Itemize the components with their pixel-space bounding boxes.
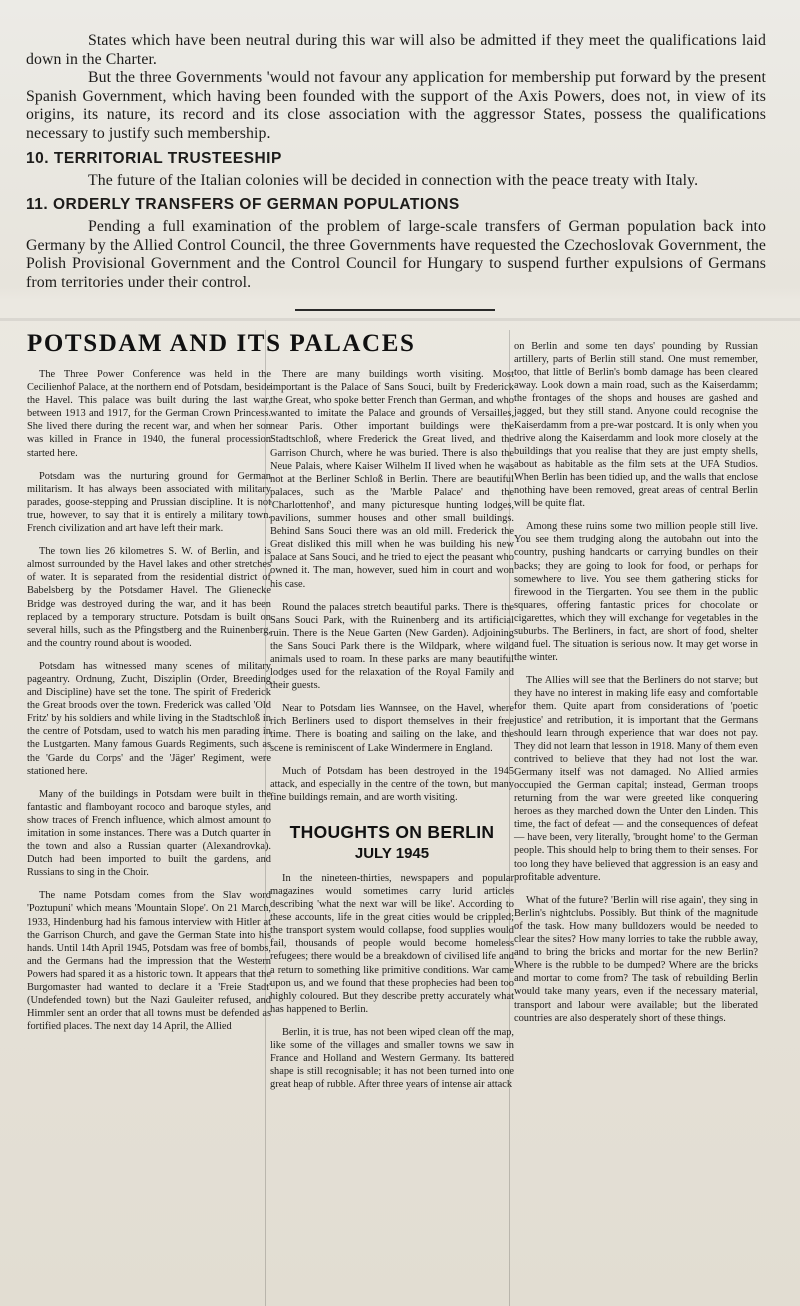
article-paragraph: The name Potsdam comes from the Slav word 'Poztupuni' which means 'Mountain Slope'. On 21 March, 1933, Hindenburg had his famous interview with Hitler at the Garrison Church, and gave the German State into his hands. Until 14th April 1945, Potsdam was free of bombs, and the Germans had the impression that the Western Powers had spared it as a historic town. It appears that the Burgomaster had wanted to declare it a 'Freie Stadt' (Undefended town) but the Nazi Gauleiter refused, and Himmler sent an order that all towns must be defended as fortified places. The next day 14 April, the Allied	[27, 890, 271, 1033]
article-paragraph: Potsdam has witnessed many scenes of military pageantry. Ordnung, Zucht, Disziplin (Order, Breeding and Discipline) have set the tone. The spirit of Frederick the Great broods over the town. Frederick was called 'Old Fritz' by his soldiers and while living in the Stadtschloß in the centre of Potsdam, used to watch his men parading in the Lustgarten. Many famous Guards Regiments, such as the 'Garde du Corps' and the 'Jäger' Regiment, were stationed here.	[27, 660, 271, 777]
article-paragraph: The Three Power Conference was held in the Cecilienhof Palace, at the northern end of Potsdam, beside the Havel. This palace was built during the last war, between 1913 and 1917, for the German Crown Princess. She lived there during the recent war, and when her son was killed in France in 1940, the funeral procession started here.	[27, 369, 271, 459]
divider-rule	[295, 309, 495, 311]
berlin-article-title: THOUGHTS ON BERLIN	[289, 821, 495, 842]
agreement-paragraph: The future of the Italian colonies will be decided in connection with the peace treaty with Italy.	[88, 171, 699, 189]
article-paragraph: The Allies will see that the Berliners do not starve; but they have no interest in making life easy and comfortable for them. Quite apart from considerations of 'poetic justice' and retribution, it is important that the Germans should learn through experience that war does not pay. They did not learn that lesson in 1918. Many of them even contrived to believe that they had not lost the war. Germany itself was not damaged. No Allied armies occupied the German capital; instead, German troops returning from the war were greeted like conquering heroes as they marched down the Unter den Linden. This time, the fact of defeat — and the consequences of defeat — have been, very literally, 'brought home' to the German people. This should help to bring them to their senses. For too long they have believed that aggression is an easy and profitable adventure.	[514, 675, 758, 883]
berlin-article-subtitle: JULY 1945	[354, 844, 430, 862]
section-heading-10: 10. TERRITORIAL TRUSTEESHIP	[26, 149, 282, 167]
section-heading-11: 11. ORDERLY TRANSFERS OF GERMAN POPULATIONS	[26, 196, 460, 214]
article-paragraph: Much of Potsdam has been destroyed in the 1945 attack, and especially in the centre of the town, but many fine buildings remain, and are worth visiting.	[270, 765, 514, 803]
article-paragraph: Among these ruins some two million people still live. You see them trudging along the autobahn out into the country, pushing handcarts or carrying bundles on their backs; they are going to look for food, or perhaps for somewhere to live. You see them gathering sticks for firewood in the Tiergarten. You see them in the public squares, offering fantastic prices for chocolate or cigarettes, which they will exchange for vegetables in the suburbs. The Berliners, in fact, are short of food, shelter and fuel. The situation is serious now. It may get worse in the winter.	[514, 521, 758, 664]
article-paragraph: Near to Potsdam lies Wannsee, on the Havel, where rich Berliners used to disport themselves in their free time. There is boating and sailing on the lake, and the scene is reminiscent of Lake Windermere in England.	[270, 703, 514, 754]
article-paragraph: In the nineteen-thirties, newspapers and popular magazines would sometimes carry lurid articles describing 'what the next war will be like'. According to these accounts, life in the great cities would be crippled; the transport system would collapse, food supplies would fail, thousands of people would become homeless refugees; there would be a breakdown of civilised life and a return to something like primitive conditions. War came upon us, and we found that these prophecies had been too highly coloured. But they describe pretty accurately what has happened to Berlin.	[270, 872, 514, 1015]
article-paragraph: The town lies 26 kilometres S. W. of Berlin, and is almost surrounded by the Havel lakes and other stretches of water. It is separated from the residential district of Babelsberg by the Potsdamer Havel. The Glienecke Bridge was destroyed during the war, and it has been replaced by a temporary structure. Potsdam is built on several hills, such as the Pfingstberg and the Ruinenberg, and the country round about is wooded.	[27, 546, 271, 649]
agreement-paragraph: But the three Governments 'would not favour any application for membership put forward by the present Spanish Government, which having been founded with the support of the Axis Powers, does not, in view of its origins, its nature, its record and its close association with the aggressor States, possess the qualifications necessary to justify such membership.	[26, 69, 766, 142]
article-column-3	[514, 340, 758, 1035]
article-paragraph: Berlin, it is true, has not been wiped clean off the map, like some of the villages and smaller towns we saw in France and Holland and Western Germany. Its battered shape is still recognisable; it has not been turned into one great heap of rubble. After three years of intense air attack	[270, 1026, 514, 1091]
article-column-2	[270, 368, 514, 1101]
article-paragraph: Potsdam was the nurturing ground for German militarism. It has always been associated with military parades, goose-stepping and Prussian discipline. It is not true, however, to say that it is entirely a military town. French civilization and art have left their mark.	[27, 470, 271, 535]
agreement-paragraph: States which have been neutral during this war will also be admitted if they meet the qualifications laid down in the Charter.	[26, 32, 766, 68]
page-fold	[0, 318, 800, 321]
article-paragraph: on Berlin and some ten days' pounding by Russian artillery, parts of Berlin still stand. One must remember, too, that little of Berlin's bomb damage has been cleared away. Look down a main road, such as the Kaiserdamm; the frontages of the shops and houses are gashed and jagged, but they still stand. Anyone could recognise the Kaiserdamm from a pre-war postcard. It is only when you drive along the Kaiserdamm and look more closely at the buildings that you realise that they are just empty shells, about as habitable as the film sets at the UFA Studios. When Berlin has been tidied up, and the walls that enclose nothing have been removed, great areas of central Berlin will be quite flat.	[514, 341, 758, 510]
article-paragraph: Many of the buildings in Potsdam were built in the fantastic and flamboyant rococo and baroque styles, and show traces of French influence, which almost amount to imitation in some instances. There was a Dutch quarter in the town and also a Russian quarter (Alexandrovka). Dutch had been imported to built the gardens, and Russians to sing in the Choir.	[27, 788, 271, 879]
article-paragraph: Round the palaces stretch beautiful parks. There is the Sans Souci Park, with the Ruinenberg and its artificial ruin. There is the Neue Garten (New Garden). Adjoining the Sans Souci Park there is the Wildpark, where wild animals used to roam. In these parks are many beautiful lodges used for the relaxation of the Royal Family and their guests.	[270, 601, 514, 692]
agreement-paragraph: Pending a full examination of the problem of large-scale transfers of German population back into Germany by the Allied Control Council, the three Governments have requested the Czechoslovak Government, the Polish Provisional Government and the Control Council for Hungary to suspend further expulsions of Germans from territories under their control.	[26, 218, 766, 291]
article-paragraph: What of the future? 'Berlin will rise again', they sing in Berlin's nightclubs. Possibly. But think of the magnitude of the task. How many bulldozers would be needed to clear the sites? How many lorries to take the rubble away, and to bring the bricks and mortar for the new Berlin? Where is the rubble to be dumped? Where are the bricks and mortar to come from? The task of rebuilding Berlin would take many years, even if the necessary material, transport and labour were available; but the liberated countries are also desperately short of these things.	[514, 894, 758, 1024]
agreement-section	[26, 32, 766, 293]
article-paragraph: There are many buildings worth visiting. Most important is the Palace of Sans Souci, built by Frederick the Great, who spoke better French than German, and who wanted to imitate the Palace and grounds of Versailles, near Paris. Other important buildings were the Stadtschloß, where Frederick the Great lived, and the Garrison Church, where he was buried. There is also the Neue Palais, where Kaiser Wilhelm II lived when he was not at the Berliner Schloß in Berlin. There are beautiful palaces, such as the 'Marble Palace' and the 'Charlottenhof', and many picturesque hunting lodges, pavilions, summer houses and other small buildings. Behind Sans Souci there was an old mill. Frederick the Great disliked this mill when he was building his new palace at Sans Souci, and he tried to eject the peasant who owned it. The man, however, sued him in court and won his case.	[270, 369, 514, 590]
article-title: POTSDAM AND ITS PALACES	[27, 330, 416, 357]
